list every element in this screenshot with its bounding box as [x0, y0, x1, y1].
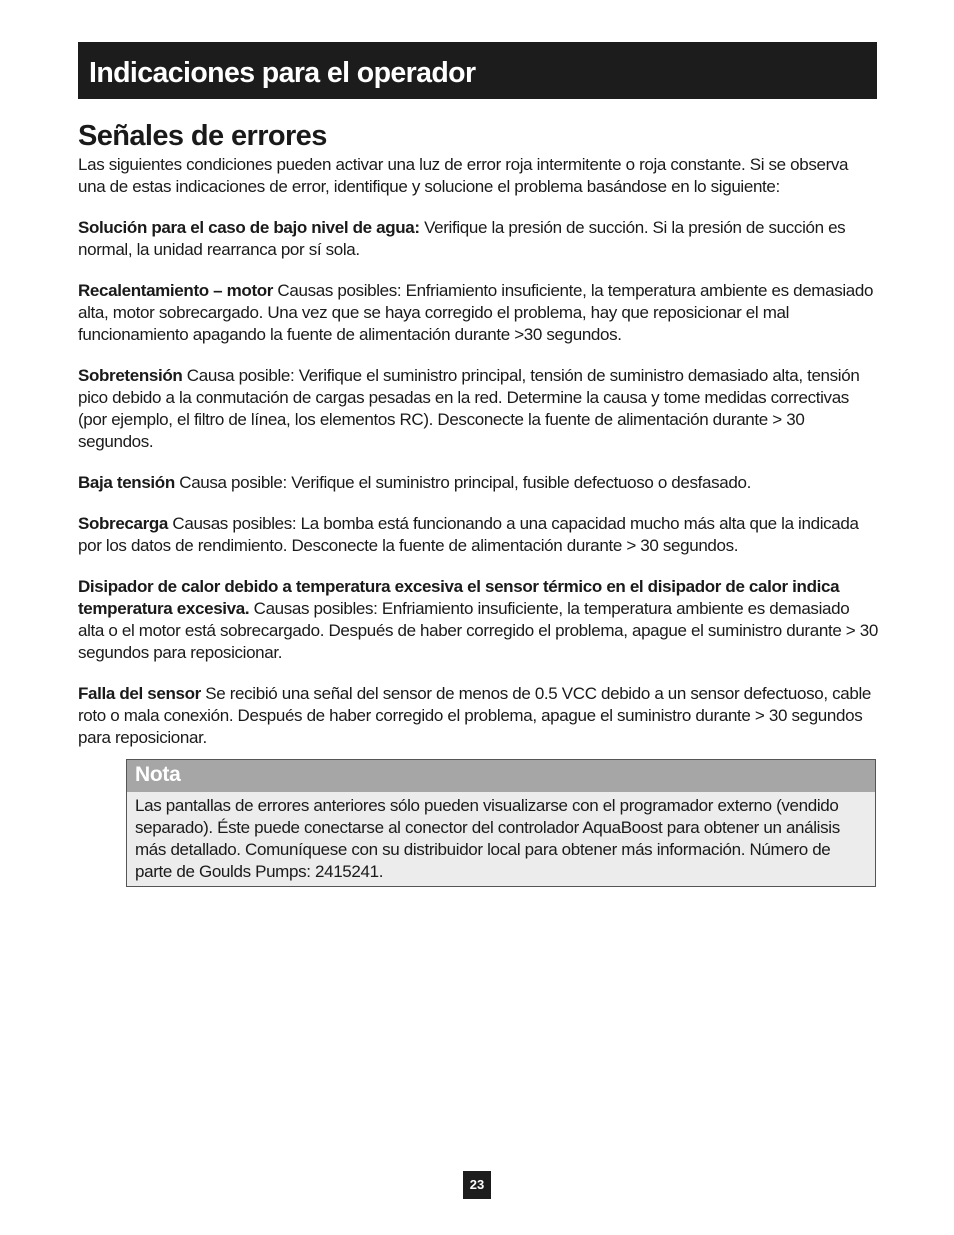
note-header	[127, 760, 875, 792]
error-text: Causas posibles: Enfriamiento insuficiente, la temperatura ambiente es demasiado alta o el motor está sobrecargado. Después de haber corregido el problema, apague el suministro durante > 30 segundos para reposicionar.	[78, 599, 878, 662]
error-entry-heatsink	[78, 576, 878, 664]
section-title: Señales de errores	[78, 120, 327, 152]
error-title: Disipador de calor debido a temperatura excesiva el sensor térmico en el disipador de calor indica temperatura excesiva.	[78, 577, 840, 618]
error-title: Recalentamiento – motor	[78, 281, 274, 300]
error-text: Causas posibles: La bomba está funcionando a una capacidad mucho más alta que la indicada por los datos de rendimiento. Desconecte la fuente de alimentación durante > 30 segundos.	[78, 514, 859, 555]
error-entry-overload	[78, 513, 878, 557]
error-title: Sobrecarga	[78, 514, 169, 533]
error-entry-overvoltage	[78, 365, 878, 453]
error-entry-low-water	[78, 217, 878, 261]
note-box	[126, 759, 876, 887]
error-text: Causa posible: Verifique el suministro principal, tensión de suministro demasiado alta, tensión pico debido a la conmutación de cargas pesadas en la red. Determine la causa y tome medidas correctivas (por ejemplo, el filtro de línea, los elementos RC). Desconecte la fuente de alimentación durante > 30 segundos.	[78, 366, 860, 451]
error-entry-sensor-fault	[78, 683, 878, 749]
error-text: Verifique la presión de succión. Si la presión de succión es normal, la unidad rearranca por sí sola.	[78, 218, 846, 259]
note-text: Las pantallas de errores anteriores sólo pueden visualizarse con el programador externo (vendido separado). Éste puede conectarse al conector del controlador AquaBoost para obtener un análisis más detallado. Comuníquese con su distribuidor local para obtener más información. Número de parte de Goulds Pumps: 2415241.	[135, 796, 840, 881]
error-text: Causas posibles: Enfriamiento insuficiente, la temperatura ambiente es demasiado alta, motor sobrecargado. Una vez que se haya corregido el problema, hay que reposicionar el mal funcionamiento apagando la fuente de alimentación durante >30 segundos.	[78, 281, 874, 344]
error-text: Causa posible: Verifique el suministro principal, fusible defectuoso o desfasado.	[174, 473, 751, 492]
error-title: Falla del sensor	[78, 684, 201, 703]
header-bar	[78, 42, 877, 99]
intro-paragraph: Las siguientes condiciones pueden activar una luz de error roja intermitente o roja constante. Si se observa una de estas indicaciones de error, identifique y solucione el problema basándose en lo siguiente:	[78, 155, 849, 196]
page-number: 23	[463, 1171, 491, 1199]
content-body	[78, 154, 878, 768]
error-title: Solución para el caso de bajo nivel de agua:	[78, 218, 420, 237]
error-text: Se recibió una señal del sensor de menos de 0.5 VCC debido a un sensor defectuoso, cable roto o mala conexión. Después de haber corregido el problema, apague el suministro durante > 30 segundos para reposicionar.	[78, 684, 871, 747]
error-entry-motor-overheat	[78, 280, 878, 346]
page-header-title: Indicaciones para el operador	[89, 57, 476, 89]
error-entry-undervoltage	[78, 472, 878, 494]
error-title: Sobretensión	[78, 366, 183, 385]
error-title: Baja tensión	[78, 473, 175, 492]
note-label: Nota	[135, 763, 181, 786]
